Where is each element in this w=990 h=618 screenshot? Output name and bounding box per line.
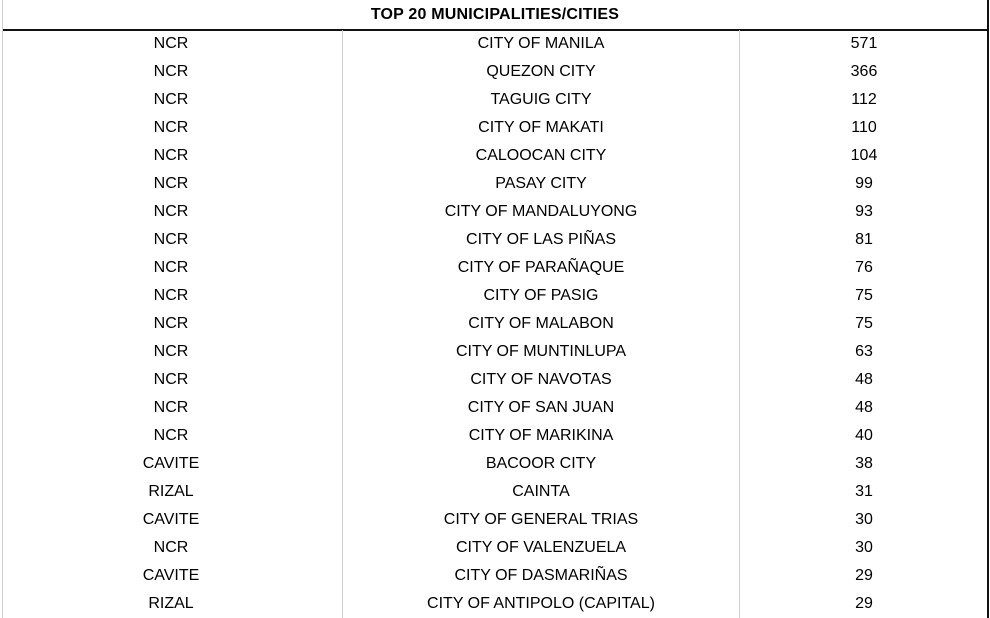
table-row[interactable] xyxy=(0,86,990,114)
table-row[interactable] xyxy=(0,310,990,338)
count-cell[interactable]: 31 xyxy=(855,483,873,500)
city-cell[interactable]: TAGUIG CITY xyxy=(343,86,740,114)
region-cell[interactable]: NCR xyxy=(0,534,343,562)
count-cell[interactable]: 93 xyxy=(855,203,873,220)
count-cell[interactable]: 75 xyxy=(855,287,873,304)
city-cell[interactable]: CITY OF MARIKINA xyxy=(343,422,740,450)
region-cell[interactable]: NCR xyxy=(0,394,343,422)
city-cell[interactable]: BACOOR CITY xyxy=(343,450,740,478)
region-cell[interactable]: NCR xyxy=(0,338,343,366)
region-cell[interactable]: RIZAL xyxy=(0,590,343,618)
region-cell[interactable]: NCR xyxy=(0,58,343,86)
city-cell[interactable]: CITY OF MUNTINLUPA xyxy=(343,338,740,366)
count-cell[interactable]: 40 xyxy=(855,427,873,444)
table-row[interactable] xyxy=(0,170,990,198)
region-cell[interactable]: CAVITE xyxy=(0,562,343,590)
city-cell[interactable]: CALOOCAN CITY xyxy=(343,142,740,170)
table-row[interactable] xyxy=(0,562,990,590)
region-cell[interactable]: NCR xyxy=(0,142,343,170)
region-cell[interactable]: NCR xyxy=(0,282,343,310)
table-row[interactable] xyxy=(0,142,990,170)
count-cell[interactable]: 63 xyxy=(855,343,873,360)
city-cell[interactable]: CAINTA xyxy=(343,478,740,506)
table-row[interactable] xyxy=(0,366,990,394)
count-cell[interactable]: 38 xyxy=(855,455,873,472)
table-row[interactable] xyxy=(0,394,990,422)
table-row[interactable] xyxy=(0,198,990,226)
count-cell[interactable]: 99 xyxy=(855,175,873,192)
table-title: TOP 20 MUNICIPALITIES/CITIES xyxy=(3,1,987,31)
count-cell[interactable]: 30 xyxy=(855,511,873,528)
table-row[interactable] xyxy=(0,478,990,506)
table-row[interactable] xyxy=(0,338,990,366)
table-body xyxy=(0,30,990,618)
city-cell[interactable]: CITY OF MANDALUYONG xyxy=(343,198,740,226)
table-row[interactable] xyxy=(0,114,990,142)
table-row[interactable] xyxy=(0,590,990,618)
count-cell[interactable]: 571 xyxy=(850,35,878,52)
region-cell[interactable]: CAVITE xyxy=(0,506,343,534)
city-cell[interactable]: CITY OF SAN JUAN xyxy=(343,394,740,422)
table-row[interactable] xyxy=(0,450,990,478)
count-cell[interactable]: 29 xyxy=(855,567,873,584)
city-cell[interactable]: CITY OF DASMARIÑAS xyxy=(343,562,740,590)
city-cell[interactable]: CITY OF MALABON xyxy=(343,310,740,338)
count-cell[interactable]: 75 xyxy=(855,315,873,332)
region-cell[interactable]: NCR xyxy=(0,226,343,254)
region-cell[interactable]: RIZAL xyxy=(0,478,343,506)
region-cell[interactable]: NCR xyxy=(0,366,343,394)
count-cell[interactable]: 29 xyxy=(855,595,873,612)
city-cell[interactable]: CITY OF VALENZUELA xyxy=(343,534,740,562)
region-cell[interactable]: NCR xyxy=(0,30,343,58)
table-row[interactable] xyxy=(0,30,990,58)
count-cell[interactable]: 366 xyxy=(850,63,878,80)
count-cell[interactable]: 81 xyxy=(855,231,873,248)
region-cell[interactable]: NCR xyxy=(0,86,343,114)
table-row[interactable] xyxy=(0,282,990,310)
count-cell[interactable]: 76 xyxy=(855,259,873,276)
city-cell[interactable]: QUEZON CITY xyxy=(343,58,740,86)
table-row[interactable] xyxy=(0,226,990,254)
count-cell[interactable]: 48 xyxy=(855,371,873,388)
region-cell[interactable]: NCR xyxy=(0,254,343,282)
region-cell[interactable]: NCR xyxy=(0,170,343,198)
city-cell[interactable]: PASAY CITY xyxy=(343,170,740,198)
city-cell[interactable]: CITY OF PARAÑAQUE xyxy=(343,254,740,282)
count-cell[interactable]: 48 xyxy=(855,399,873,416)
table-row[interactable] xyxy=(0,58,990,86)
table-row[interactable] xyxy=(0,254,990,282)
count-cell[interactable]: 110 xyxy=(851,119,877,136)
city-cell[interactable]: CITY OF MAKATI xyxy=(343,114,740,142)
region-cell[interactable]: NCR xyxy=(0,422,343,450)
count-cell[interactable]: 112 xyxy=(851,91,877,108)
table-row[interactable] xyxy=(0,534,990,562)
city-cell[interactable]: CITY OF NAVOTAS xyxy=(343,366,740,394)
table-row[interactable] xyxy=(0,422,990,450)
city-cell[interactable]: CITY OF PASIG xyxy=(343,282,740,310)
city-cell[interactable]: CITY OF ANTIPOLO (CAPITAL) xyxy=(343,590,740,618)
city-cell[interactable]: CITY OF GENERAL TRIAS xyxy=(343,506,740,534)
region-cell[interactable]: NCR xyxy=(0,114,343,142)
city-cell[interactable]: CITY OF MANILA xyxy=(343,30,740,58)
count-cell[interactable]: 104 xyxy=(850,147,878,164)
region-cell[interactable]: NCR xyxy=(0,198,343,226)
count-cell[interactable]: 30 xyxy=(855,539,873,556)
table-row[interactable] xyxy=(0,506,990,534)
region-cell[interactable]: CAVITE xyxy=(0,450,343,478)
city-cell[interactable]: CITY OF LAS PIÑAS xyxy=(343,226,740,254)
region-cell[interactable]: NCR xyxy=(0,310,343,338)
